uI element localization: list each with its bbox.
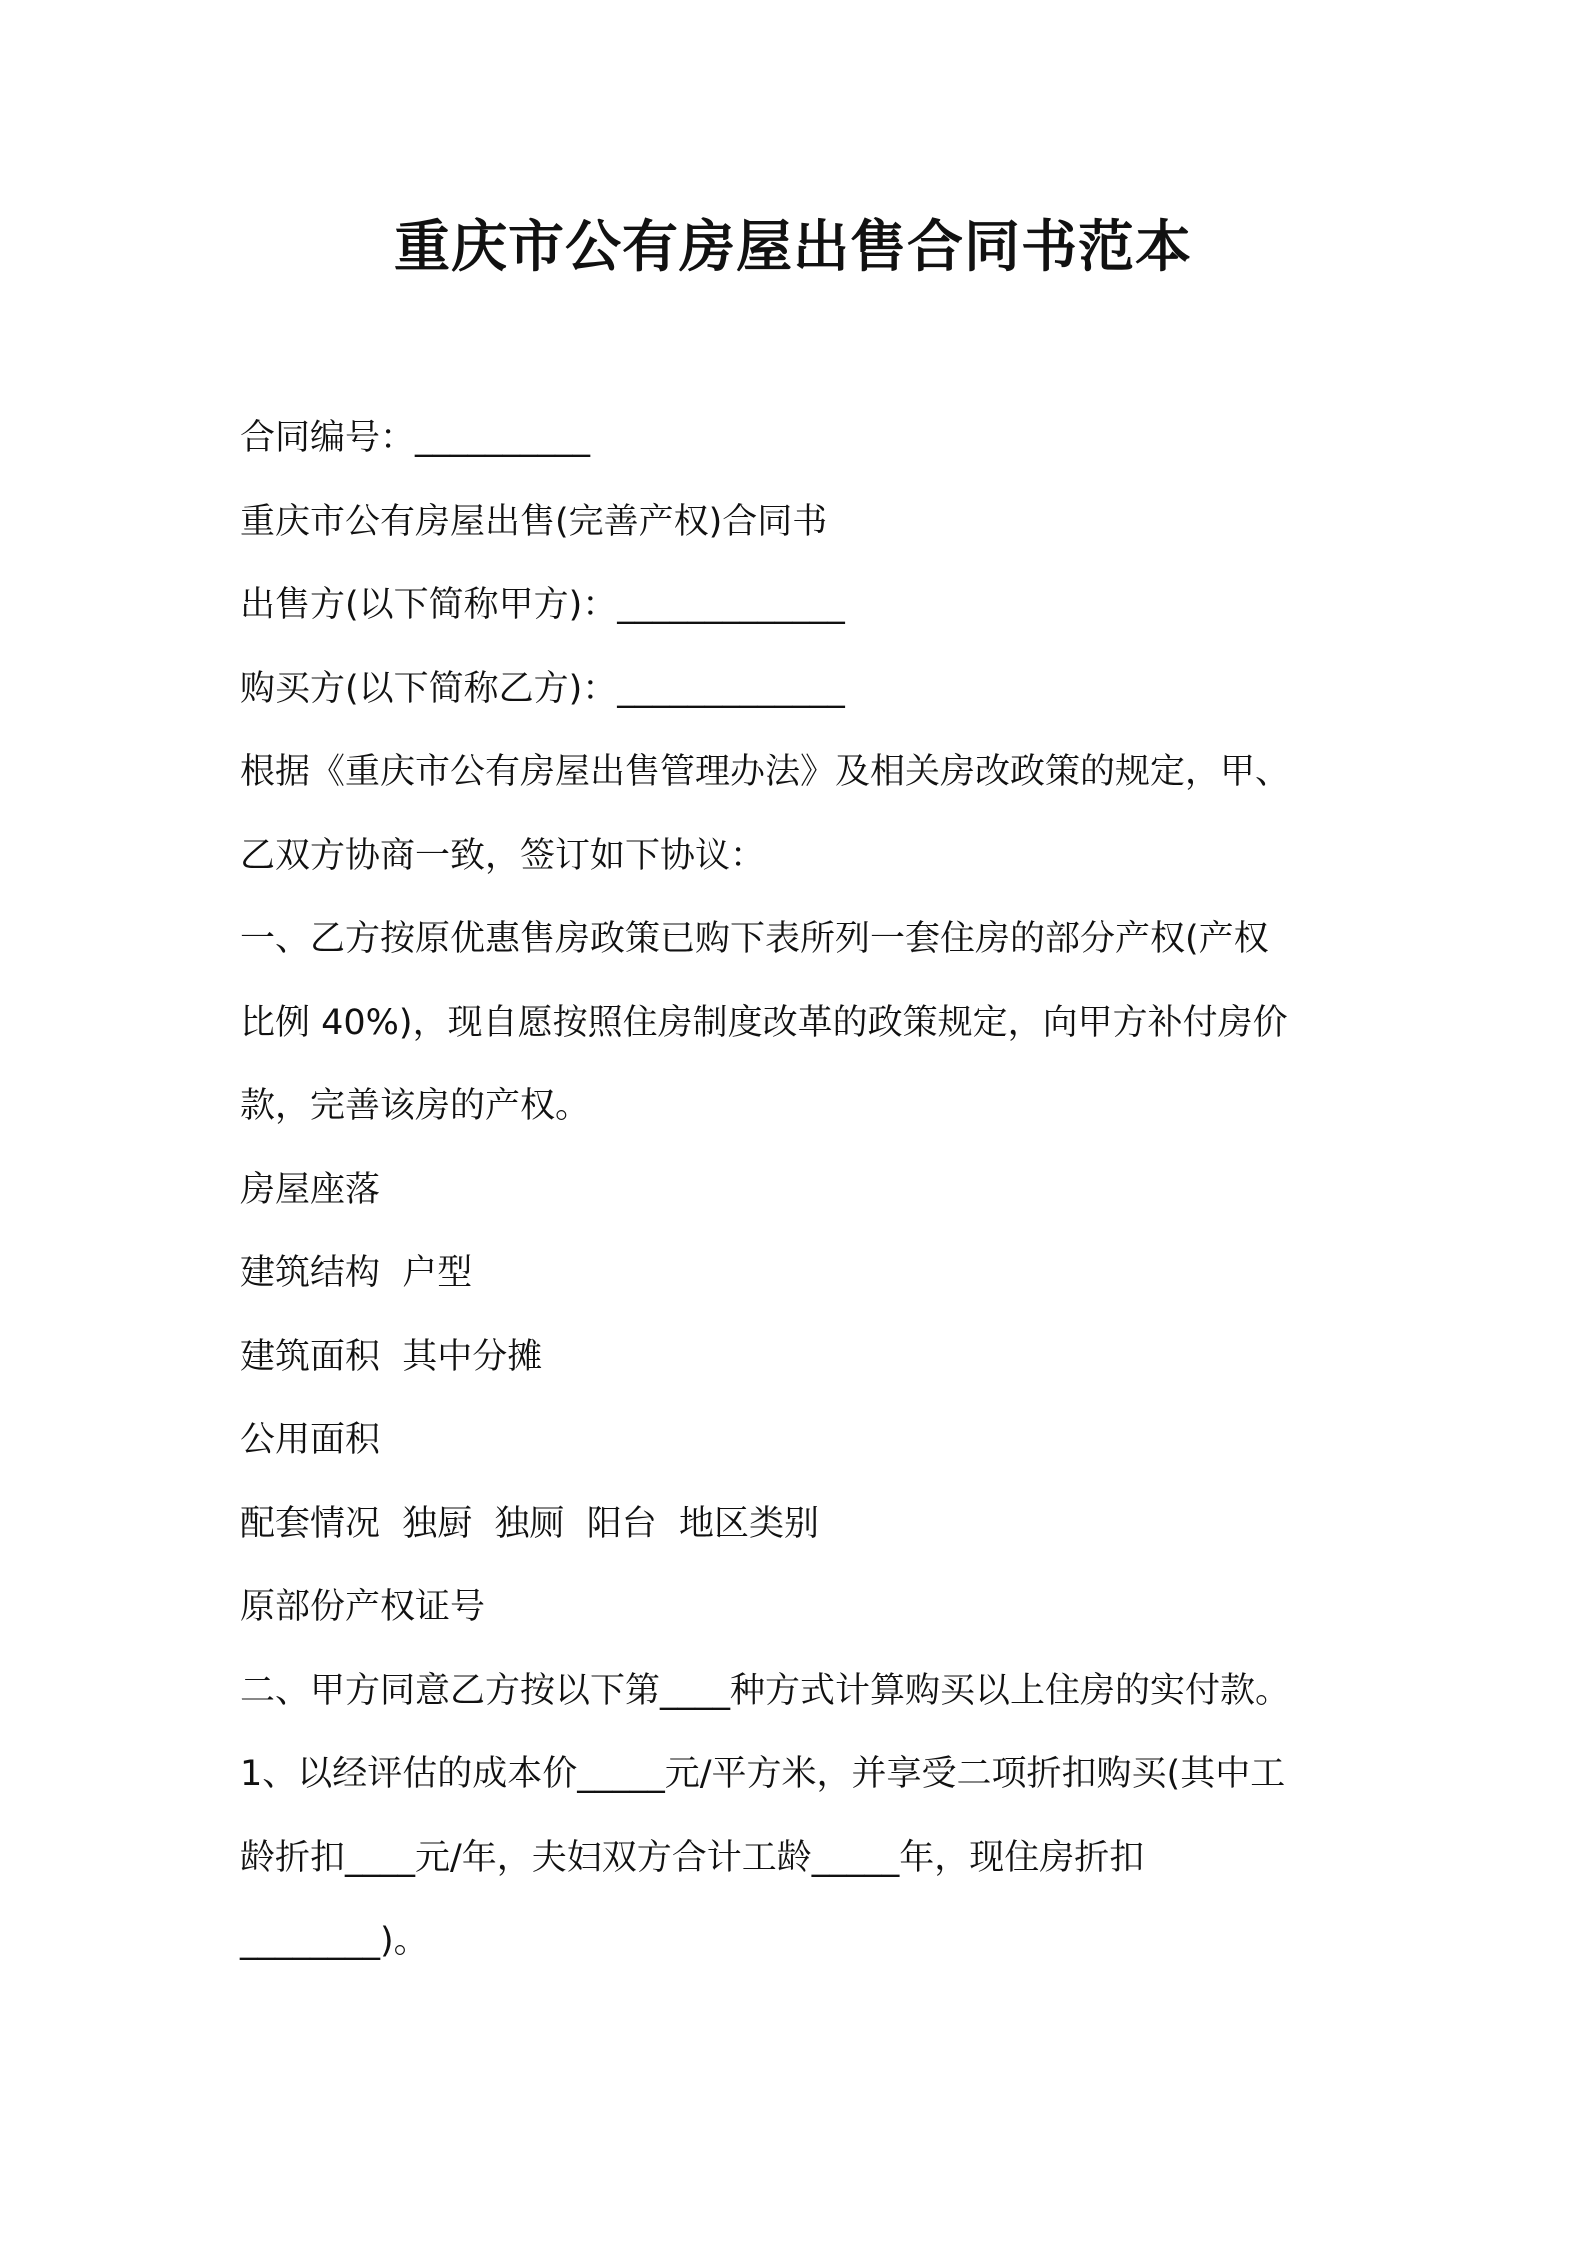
buyer-line: 购买方(以下简称乙方)：_____________: [240, 668, 845, 709]
contract-number-line: 合同编号：__________: [240, 418, 591, 458]
public-area-line: 公用面积: [240, 1420, 381, 1460]
clause-1-line-1: 一、乙方按原优惠售房政策已购下表所列一套住房的部分产权(产权: [240, 919, 1269, 959]
certificate-number-line: 原部份产权证号: [240, 1587, 486, 1627]
clause-1-line-3: 款，完善该房的产权。: [240, 1086, 591, 1126]
method-1-line-2: 龄折扣____元/年，夫妇双方合计工龄_____年，现住房折扣: [240, 1837, 1145, 1878]
clause-2-line: 二、甲方同意乙方按以下第____种方式计算购买以上住房的实付款。: [240, 1670, 1291, 1711]
method-1-line-1: 1、以经评估的成本价_____元/平方米，并享受二项折扣购买(其中工: [240, 1754, 1286, 1794]
building-structure-line: 建筑结构 户型: [240, 1253, 473, 1293]
preamble-line-2: 乙双方协商一致，签订如下协议：: [240, 835, 766, 876]
preamble-line-1: 根据《重庆市公有房屋出售管理办法》及相关房改政策的规定，甲、: [240, 752, 1291, 792]
seller-line: 出售方(以下简称甲方)：_____________: [240, 585, 845, 625]
document-body: [240, 397, 1360, 1984]
method-1-line-3: ________)。: [240, 1921, 429, 1961]
building-area-line: 建筑面积 其中分摊: [240, 1336, 543, 1377]
clause-1-line-2: 比例 40%)，现自愿按照住房制度改革的政策规定，向甲方补付房价: [240, 1002, 1288, 1043]
facilities-line: 配套情况 独厨 独厕 阳台 地区类别: [240, 1503, 820, 1544]
house-location-line: 房屋座落: [240, 1169, 381, 1210]
contract-subtitle-line: 重庆市公有房屋出售(完善产权)合同书: [240, 501, 828, 542]
document-title: 重庆市公有房屋出售合同书范本: [394, 215, 1192, 280]
